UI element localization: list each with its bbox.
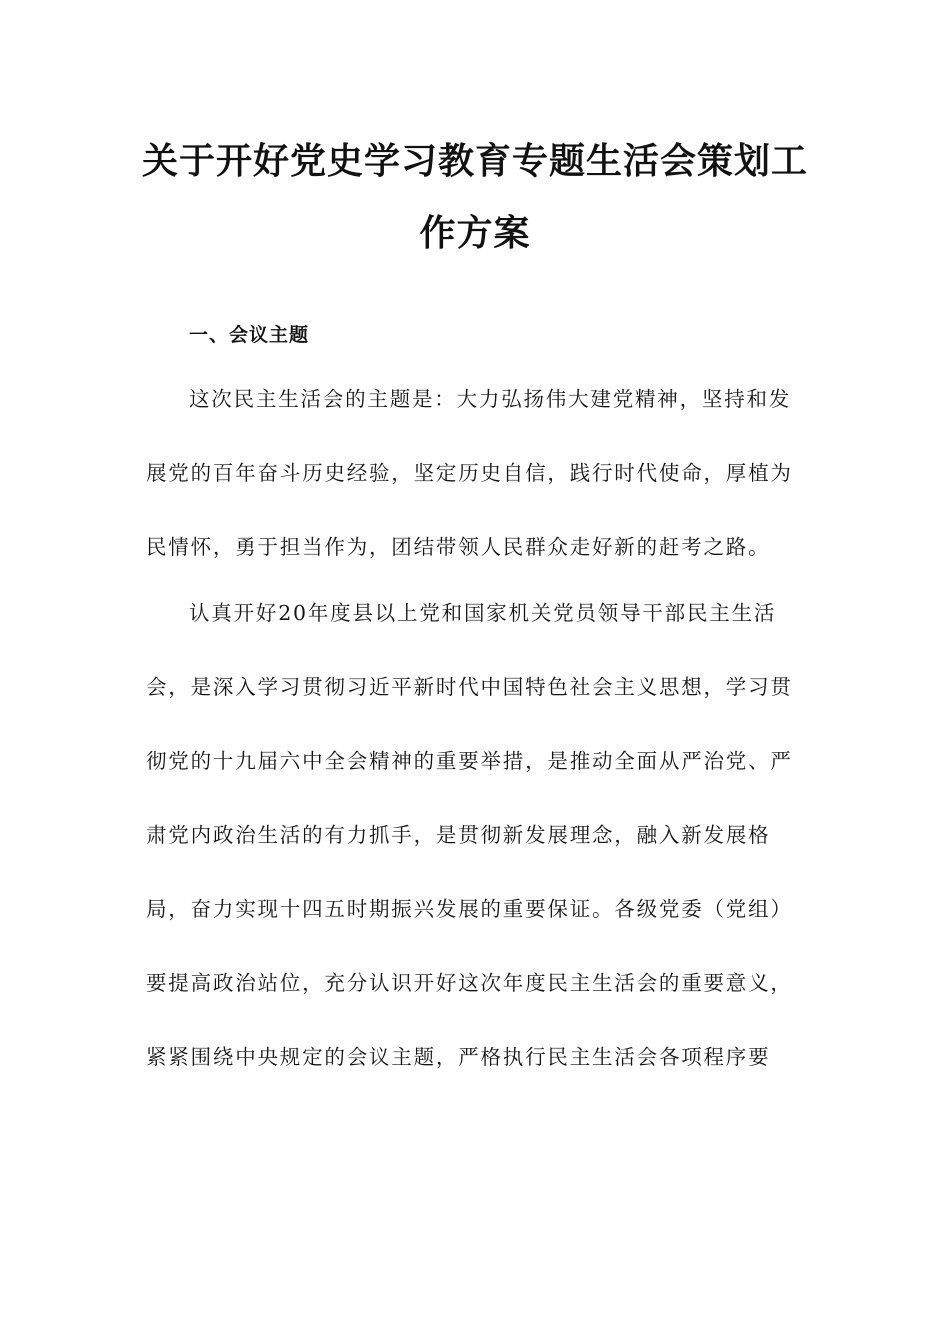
paragraph-2-line-3: 彻党的十九届六中全会精神的重要举措，是推动全面从严治党、严 <box>146 749 793 773</box>
paragraph-2-line-1: 认真开好20年度县以上党和国家机关党员领导干部民主生活 <box>189 601 777 625</box>
document-title-line-2: 作方案 <box>419 212 531 254</box>
section-heading: 一、会议主题 <box>189 324 310 346</box>
paragraph-1-line-3: 民情怀，勇于担当作为，团结带领人民群众走好新的赶考之路。 <box>146 535 771 559</box>
paragraph-2-line-2: 会，是深入学习贯彻习近平新时代中国特色社会主义思想，学习贯 <box>146 675 793 699</box>
paragraph-2-line-6: 要提高政治站位，充分认识开好这次年度民主生活会的重要意义， <box>146 971 793 995</box>
paragraph-2-line-7: 紧紧围绕中央规定的会议主题，严格执行民主生活会各项程序要 <box>146 1045 771 1069</box>
document-title-line-1: 关于开好党史学习教育专题生活会策划工 <box>141 140 808 182</box>
paragraph-2-line-4: 肃党内政治生活的有力抓手，是贯彻新发展理念，融入新发展格 <box>146 823 771 847</box>
paragraph-2-line-5: 局，奋力实现十四五时期振兴发展的重要保证。各级党委（党组） <box>146 897 793 921</box>
paragraph-1-line-1: 这次民主生活会的主题是：大力弘扬伟大建党精神，坚持和发 <box>189 387 792 411</box>
paragraph-1-line-2: 展党的百年奋斗历史经验，坚定历史自信，践行时代使命，厚植为 <box>146 461 793 485</box>
